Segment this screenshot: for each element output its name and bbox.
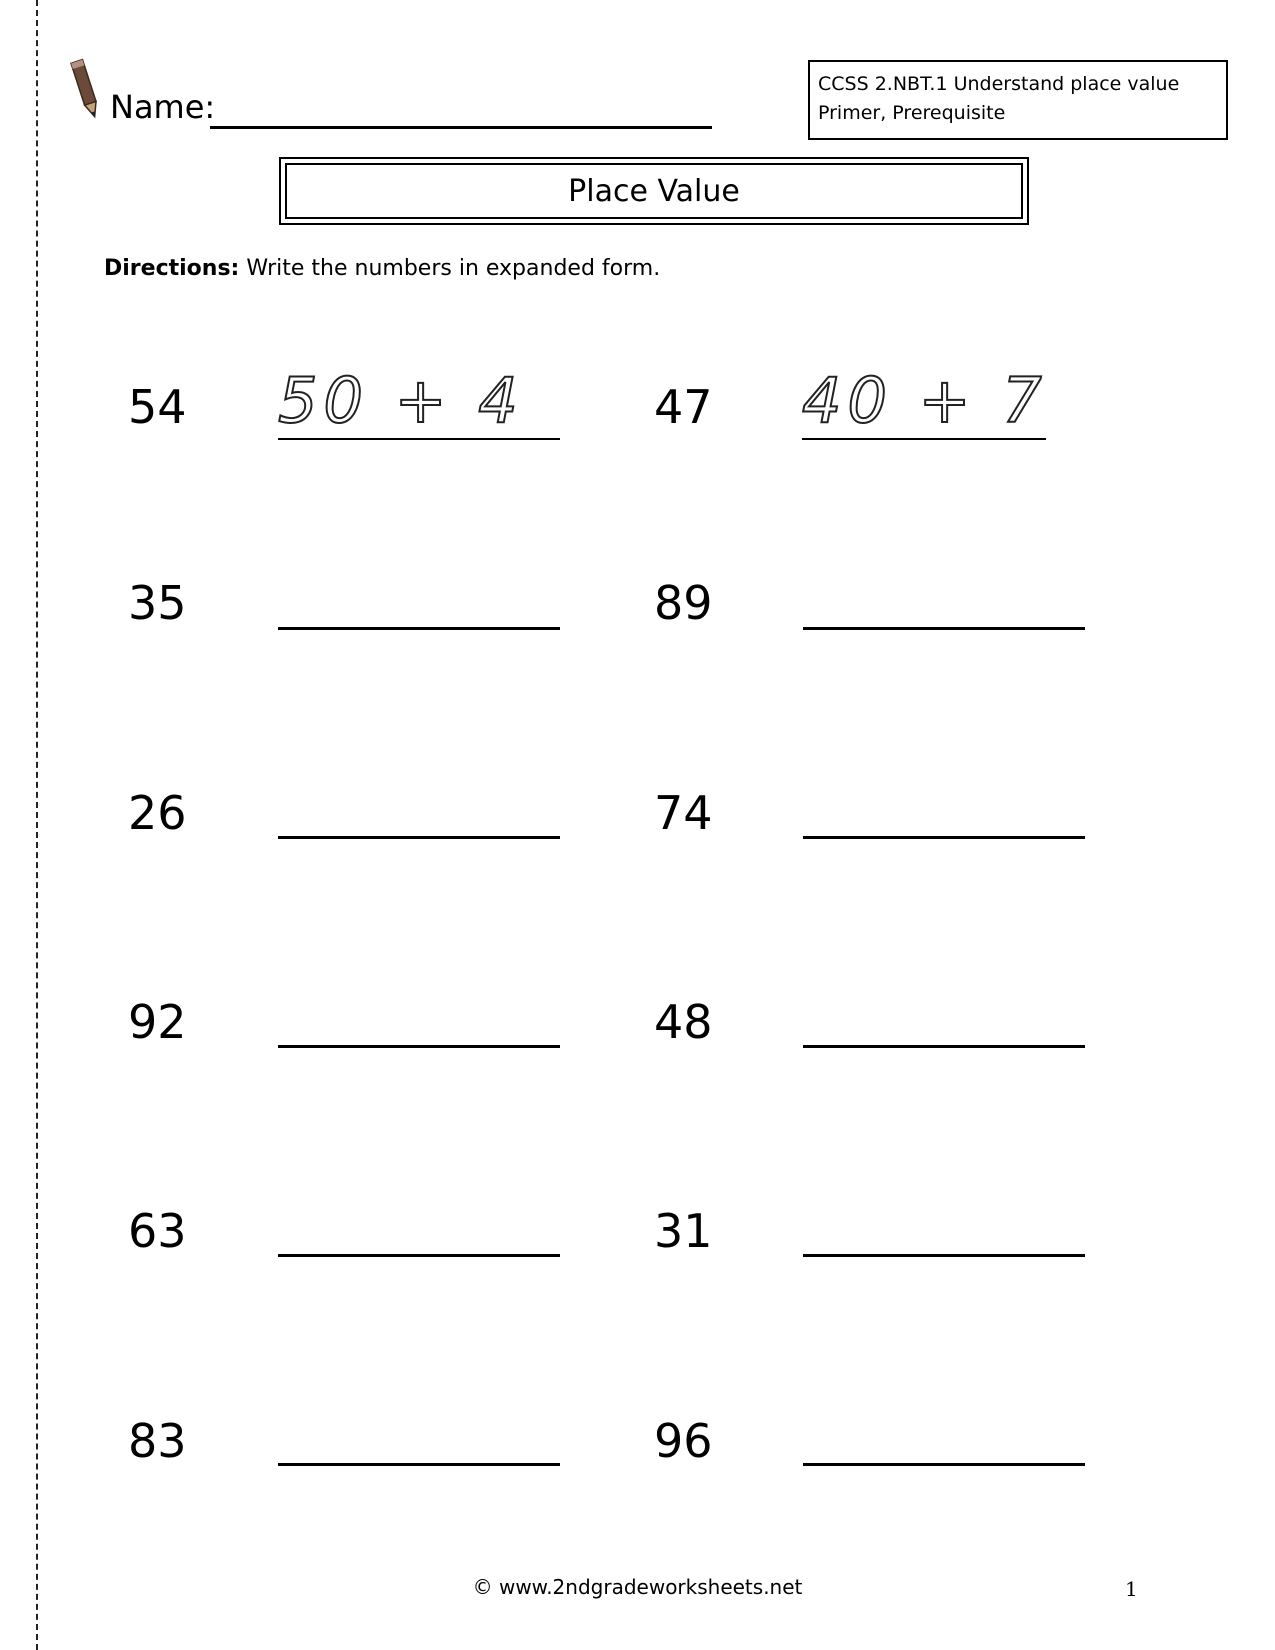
answer-line[interactable] [803, 1045, 1085, 1048]
example-number-left: 54 [128, 380, 187, 434]
directions-label: Directions: [104, 256, 240, 281]
standard-text: CCSS 2.NBT.1 Understand place value [818, 73, 1180, 95]
problem-number: 35 [128, 576, 187, 630]
title-box [279, 157, 1029, 225]
page-title: Place Value [285, 163, 1023, 219]
traced-example-answer-right: 40 + 7 [802, 364, 1048, 437]
directions-text: Write the numbers in expanded form. [246, 256, 661, 281]
answer-line[interactable] [278, 1045, 560, 1048]
example-answer-line-left [278, 438, 560, 440]
problem-number: 96 [654, 1414, 713, 1468]
standard-level: Primer, Prerequisite [818, 102, 1006, 124]
answer-line[interactable] [803, 627, 1085, 630]
page-number: 1 [1125, 1577, 1138, 1601]
answer-line[interactable] [278, 627, 560, 630]
problem-number: 31 [654, 1204, 713, 1258]
binder-margin-line [36, 0, 38, 1650]
problem-number: 63 [128, 1204, 187, 1258]
problem-number: 92 [128, 995, 187, 1049]
directions [104, 256, 660, 281]
problem-number: 89 [654, 576, 713, 630]
problem-number: 48 [654, 995, 713, 1049]
problem-number: 26 [128, 786, 187, 840]
example-answer-line-right [802, 438, 1046, 440]
answer-line[interactable] [278, 1463, 560, 1466]
name-field[interactable] [210, 126, 712, 129]
traced-example-answer-left: 50 + 4 [278, 364, 524, 437]
problem-number: 83 [128, 1414, 187, 1468]
pencil-icon [68, 56, 104, 124]
answer-line[interactable] [803, 1254, 1085, 1257]
answer-line[interactable] [803, 836, 1085, 839]
example-number-right: 47 [654, 380, 713, 434]
footer-website: © www.2ndgradeworksheets.net [472, 1575, 803, 1599]
standard-box [808, 60, 1228, 140]
answer-line[interactable] [278, 1254, 560, 1257]
problem-number: 74 [654, 786, 713, 840]
answer-line[interactable] [278, 836, 560, 839]
answer-line[interactable] [803, 1463, 1085, 1466]
name-label: Name: [110, 88, 216, 126]
